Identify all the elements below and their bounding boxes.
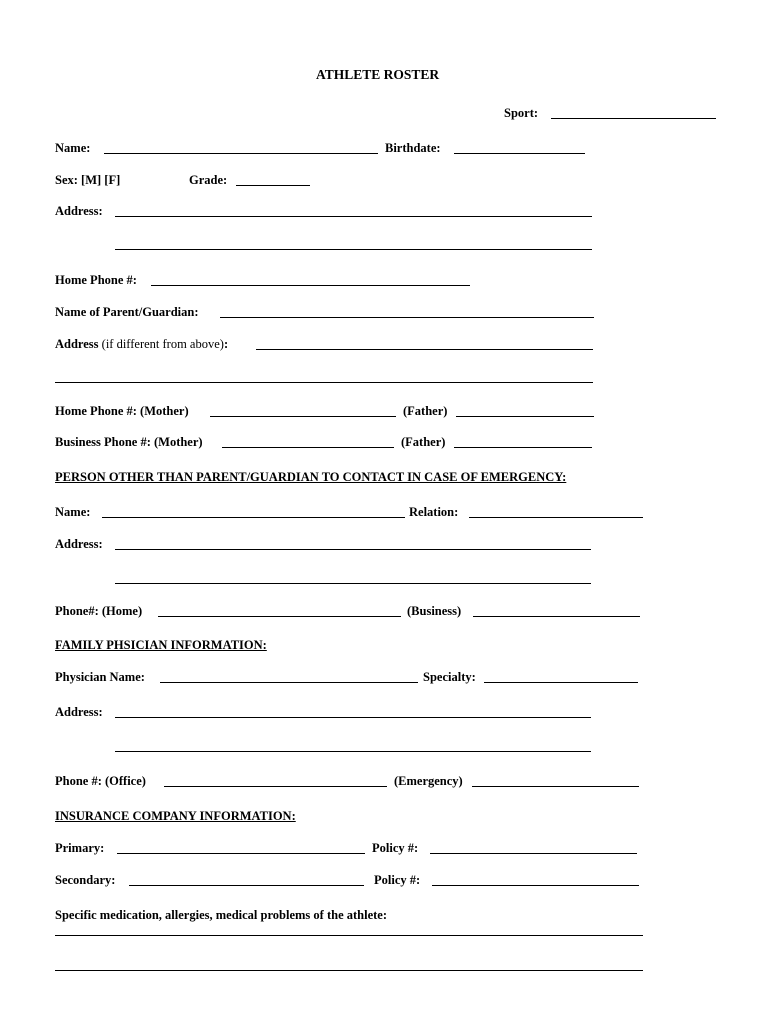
emergency-business-phone-field[interactable] [473, 616, 640, 617]
sex-label: Sex: [M] [F] [55, 173, 121, 187]
grade-label: Grade: [189, 173, 228, 187]
home-phone-label: Home Phone #: [55, 273, 137, 287]
physician-emergency-label: (Emergency) [394, 774, 463, 788]
emergency-address-field-line-2[interactable] [115, 583, 591, 584]
physician-heading: FAMILY PHSICIAN INFORMATION: [55, 638, 267, 652]
address-alt-colon: : [223, 337, 229, 351]
physician-emergency-phone-field[interactable] [472, 786, 639, 787]
page-title: ATHLETE ROSTER [316, 67, 440, 82]
parent-name-label: Name of Parent/Guardian: [55, 305, 199, 319]
mother-home-phone-field[interactable] [210, 416, 396, 417]
primary-policy-field[interactable] [430, 853, 637, 854]
grade-field[interactable] [236, 185, 310, 186]
physician-address-label: Address: [55, 705, 103, 719]
birthdate-field[interactable] [454, 153, 585, 154]
primary-policy-label: Policy #: [372, 841, 419, 855]
emergency-name-label: Name: [55, 505, 91, 519]
emergency-name-field[interactable] [102, 517, 405, 518]
medication-label: Specific medication, allergies, medical problems of the athlete: [55, 908, 387, 922]
relation-label: Relation: [409, 505, 459, 519]
address-alt-field-line-1[interactable] [256, 349, 593, 350]
birthdate-label: Birthdate: [385, 141, 441, 155]
home-phone-field[interactable] [151, 285, 470, 286]
emergency-address-label: Address: [55, 537, 103, 551]
father-home-phone-label: (Father) [403, 404, 448, 418]
address-field-line-1[interactable] [115, 216, 592, 217]
physician-office-phone-field[interactable] [164, 786, 387, 787]
sport-field[interactable] [551, 118, 716, 119]
emergency-heading: PERSON OTHER THAN PARENT/GUARDIAN TO CONTACT IN CASE OF EMERGENCY: [55, 470, 567, 484]
father-business-phone-label: (Father) [401, 435, 446, 449]
physician-phone-label: Phone #: (Office) [55, 774, 146, 788]
parent-home-phone-label: Home Phone #: (Mother) [55, 404, 189, 418]
insurance-heading: INSURANCE COMPANY INFORMATION: [55, 809, 296, 823]
emergency-home-phone-field[interactable] [158, 616, 401, 617]
secondary-insurance-field[interactable] [129, 885, 364, 886]
secondary-label: Secondary: [55, 873, 116, 887]
emergency-business-label: (Business) [407, 604, 462, 618]
secondary-policy-label: Policy #: [374, 873, 421, 887]
mother-business-phone-field[interactable] [222, 447, 394, 448]
primary-insurance-field[interactable] [117, 853, 365, 854]
father-home-phone-field[interactable] [456, 416, 594, 417]
business-phone-label: Business Phone #: (Mother) [55, 435, 203, 449]
secondary-policy-field[interactable] [432, 885, 639, 886]
parent-name-field[interactable] [220, 317, 594, 318]
name-field[interactable] [104, 153, 378, 154]
address-alt-word: Address [55, 337, 99, 351]
address-alt-field-line-2[interactable] [55, 382, 593, 383]
emergency-phone-label: Phone#: (Home) [55, 604, 143, 618]
father-business-phone-field[interactable] [454, 447, 592, 448]
address-alt-label [55, 336, 228, 352]
physician-address-field-line-1[interactable] [115, 717, 591, 718]
address-alt-note: (if different from above) [101, 337, 224, 351]
medication-field-line-2[interactable] [55, 970, 643, 971]
relation-field[interactable] [469, 517, 643, 518]
sport-label: Sport: [504, 106, 539, 120]
specialty-label: Specialty: [423, 670, 476, 684]
emergency-address-field-line-1[interactable] [115, 549, 591, 550]
physician-name-label: Physician Name: [55, 670, 145, 684]
primary-label: Primary: [55, 841, 105, 855]
medication-field-line-1[interactable] [55, 935, 643, 936]
specialty-field[interactable] [484, 682, 638, 683]
address-label: Address: [55, 204, 103, 218]
physician-name-field[interactable] [160, 682, 418, 683]
physician-address-field-line-2[interactable] [115, 751, 591, 752]
address-field-line-2[interactable] [115, 249, 592, 250]
name-label: Name: [55, 141, 91, 155]
